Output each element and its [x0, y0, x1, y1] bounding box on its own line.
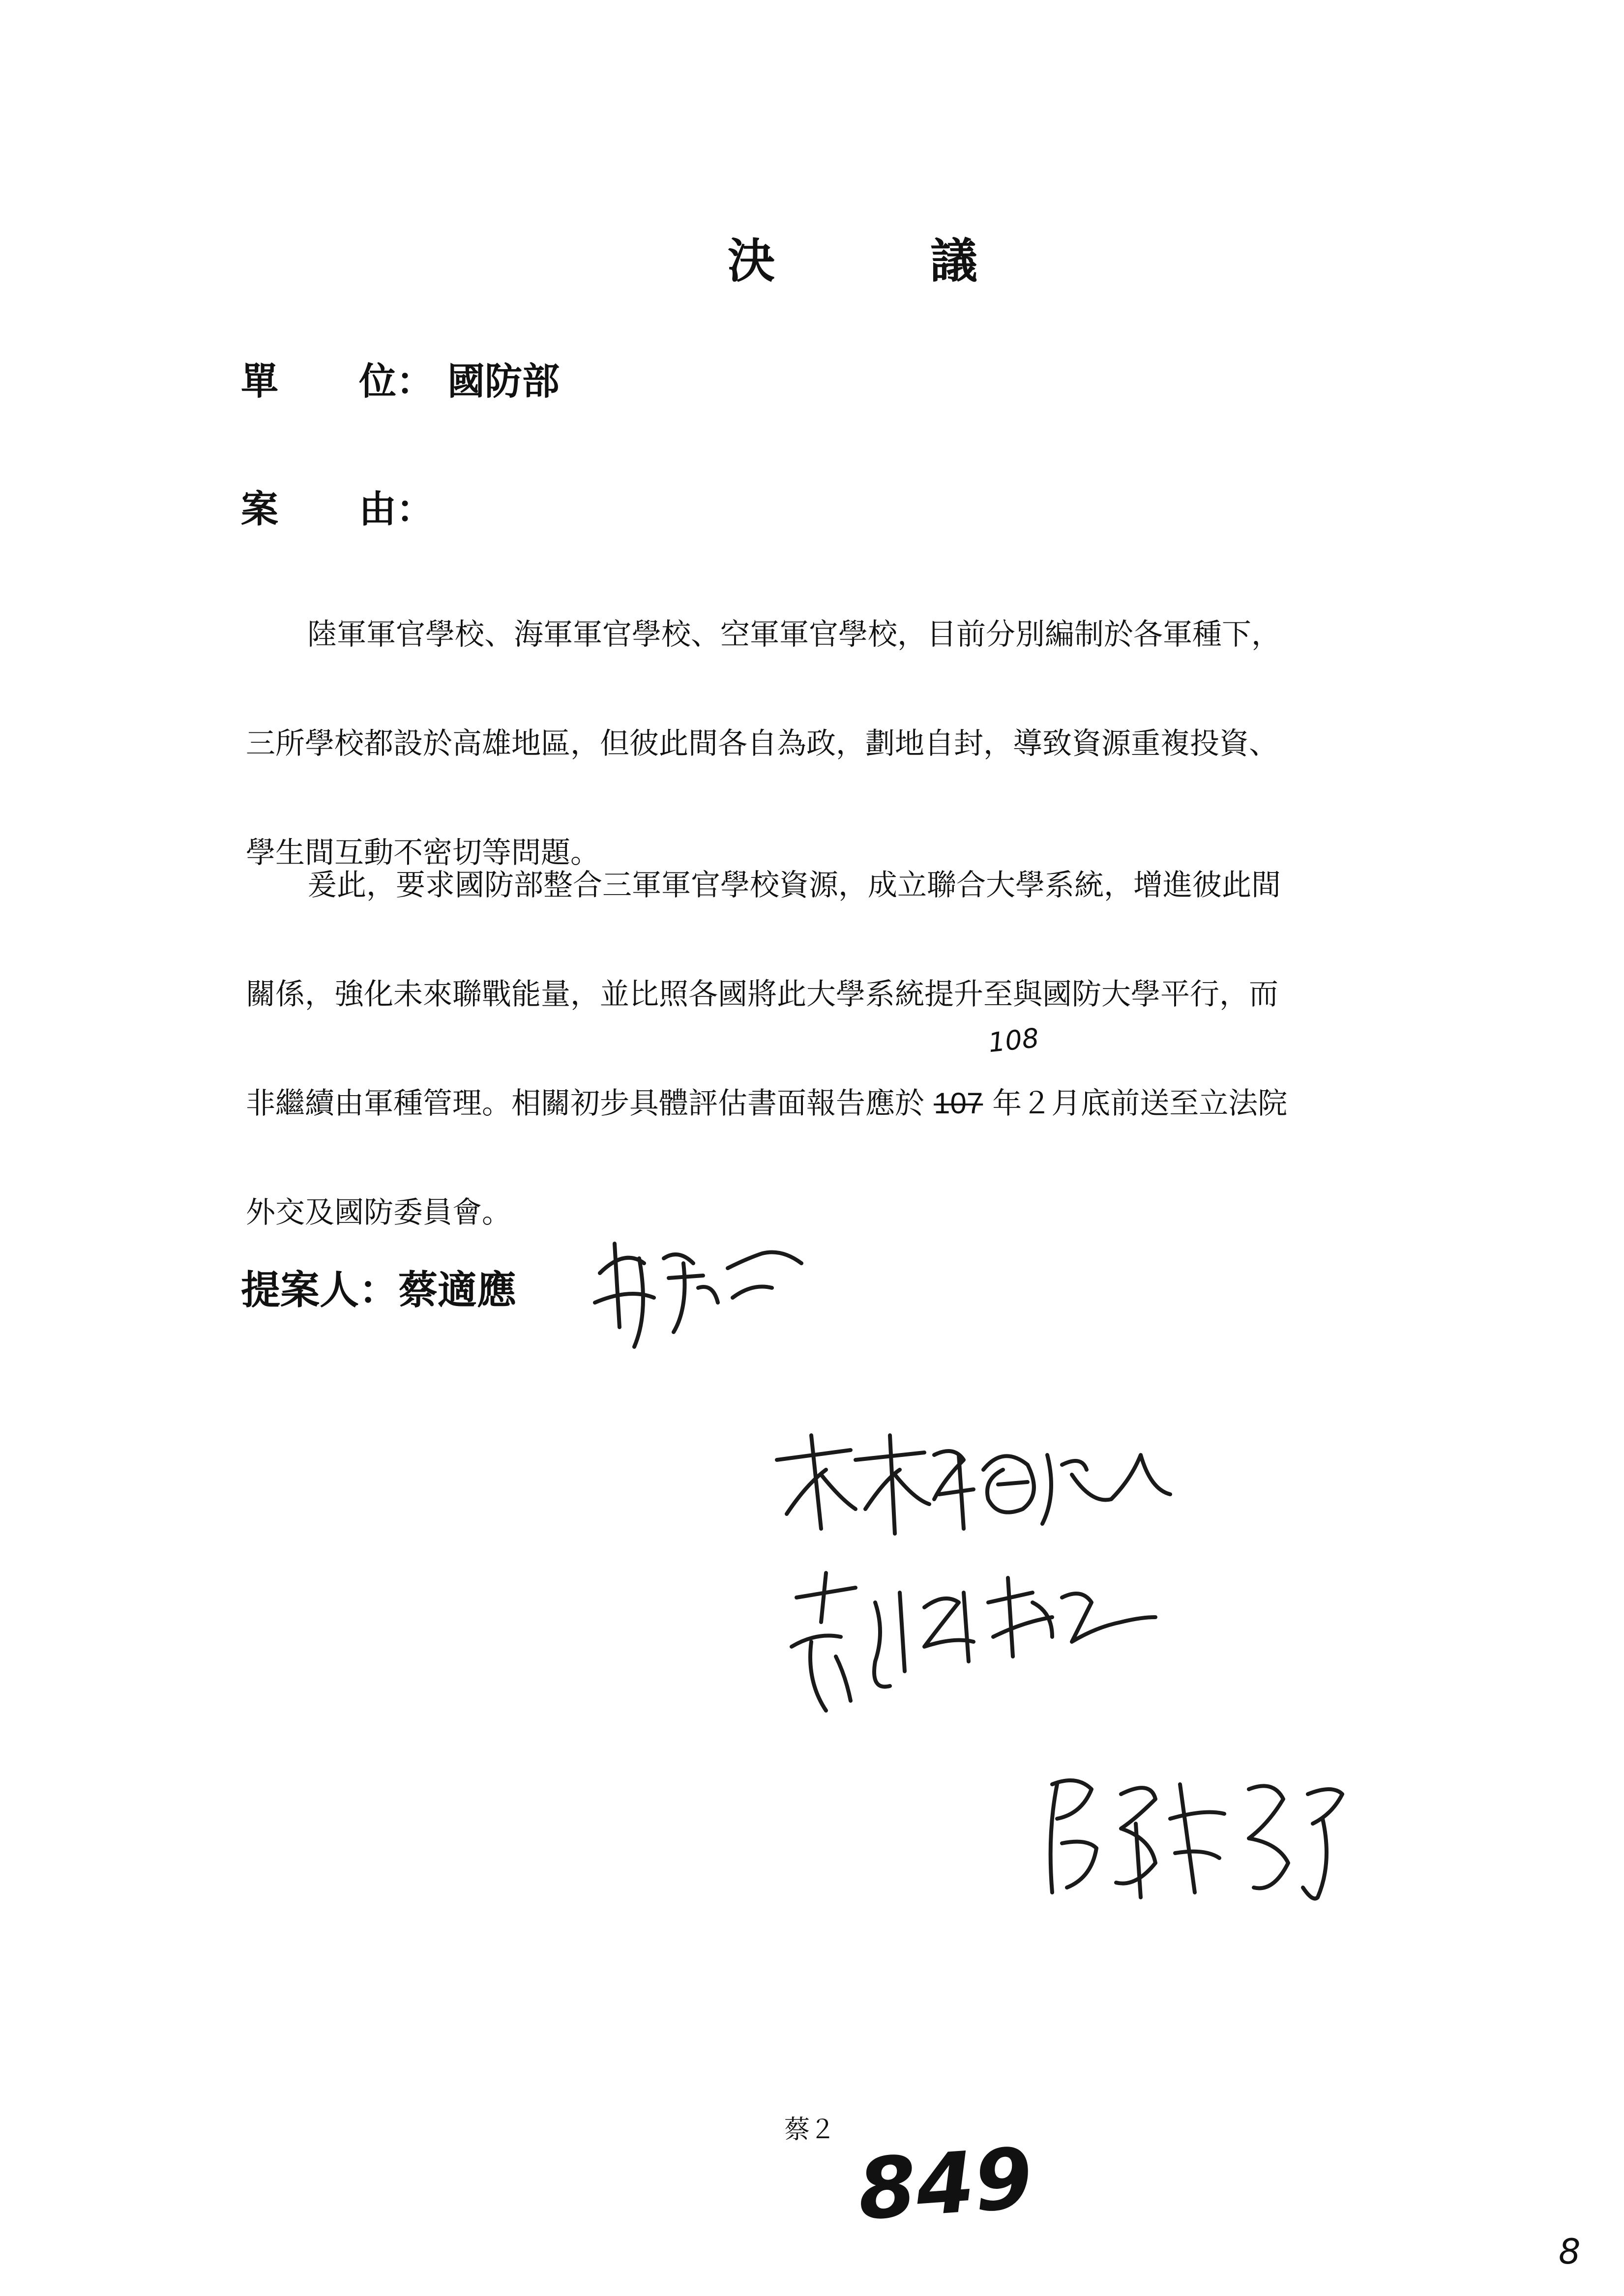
handwritten-year-correction: 108	[986, 1022, 1041, 1059]
paragraph-line: 陸軍軍官學校、海軍軍官學校、空軍軍官學校，目前分別編制於各軍種下，	[307, 617, 1281, 652]
proposer-name: 蔡適應	[398, 1267, 516, 1313]
page-number-stamp: 849	[855, 2129, 1036, 2239]
unit-label	[241, 351, 447, 405]
reason-label-char-2: 由：	[359, 487, 434, 531]
paragraph-line: 學生間互動不密切等問題。	[246, 836, 600, 870]
unit-label-char-2: 位：	[359, 359, 434, 403]
unit-row	[241, 351, 560, 405]
reason-row	[241, 479, 447, 533]
proposer-row	[241, 1258, 516, 1315]
paragraph-line	[246, 1049, 1382, 1158]
paragraph-line: 三所學校都設於高雄地區，但彼此間各自為政，劃地自封，導致資源重複投資、	[246, 727, 1278, 761]
cosigner-signature-3	[1037, 1765, 1372, 1907]
proposer-label: 提案人：	[241, 1267, 398, 1313]
document-title: 決 議	[728, 233, 1032, 289]
proposer-signature	[585, 1229, 811, 1357]
cosigner-signature-2	[777, 1563, 1160, 1725]
cosigner-signature-1	[767, 1425, 1175, 1543]
paragraph-line: 爰此，要求國防部整合三軍軍官學校資源，成立聯合大學系統，增進彼此間	[307, 868, 1281, 902]
paragraph-line-end: 年２月底前送至立法院	[992, 1086, 1288, 1121]
paragraph-line: 外交及國防委員會。	[246, 1195, 511, 1230]
reason-label	[241, 479, 447, 533]
unit-value: 國防部	[447, 359, 560, 403]
reason-label-char: 案	[241, 487, 278, 531]
paragraph-line-start: 非繼續由軍種管理。相關初步具體評估書面報告應於	[246, 1086, 924, 1121]
unit-label-char: 單	[241, 359, 278, 403]
paragraph-line: 關係，強化未來聯戰能量，並比照各國將此大學系統提升至與國防大學平行，而	[246, 977, 1278, 1012]
struck-year: 107	[934, 1087, 983, 1120]
page-label: 蔡２	[784, 2115, 836, 2145]
corner-page-mark: 8	[1559, 2232, 1581, 2272]
reason-paragraph-2	[246, 831, 1382, 1267]
